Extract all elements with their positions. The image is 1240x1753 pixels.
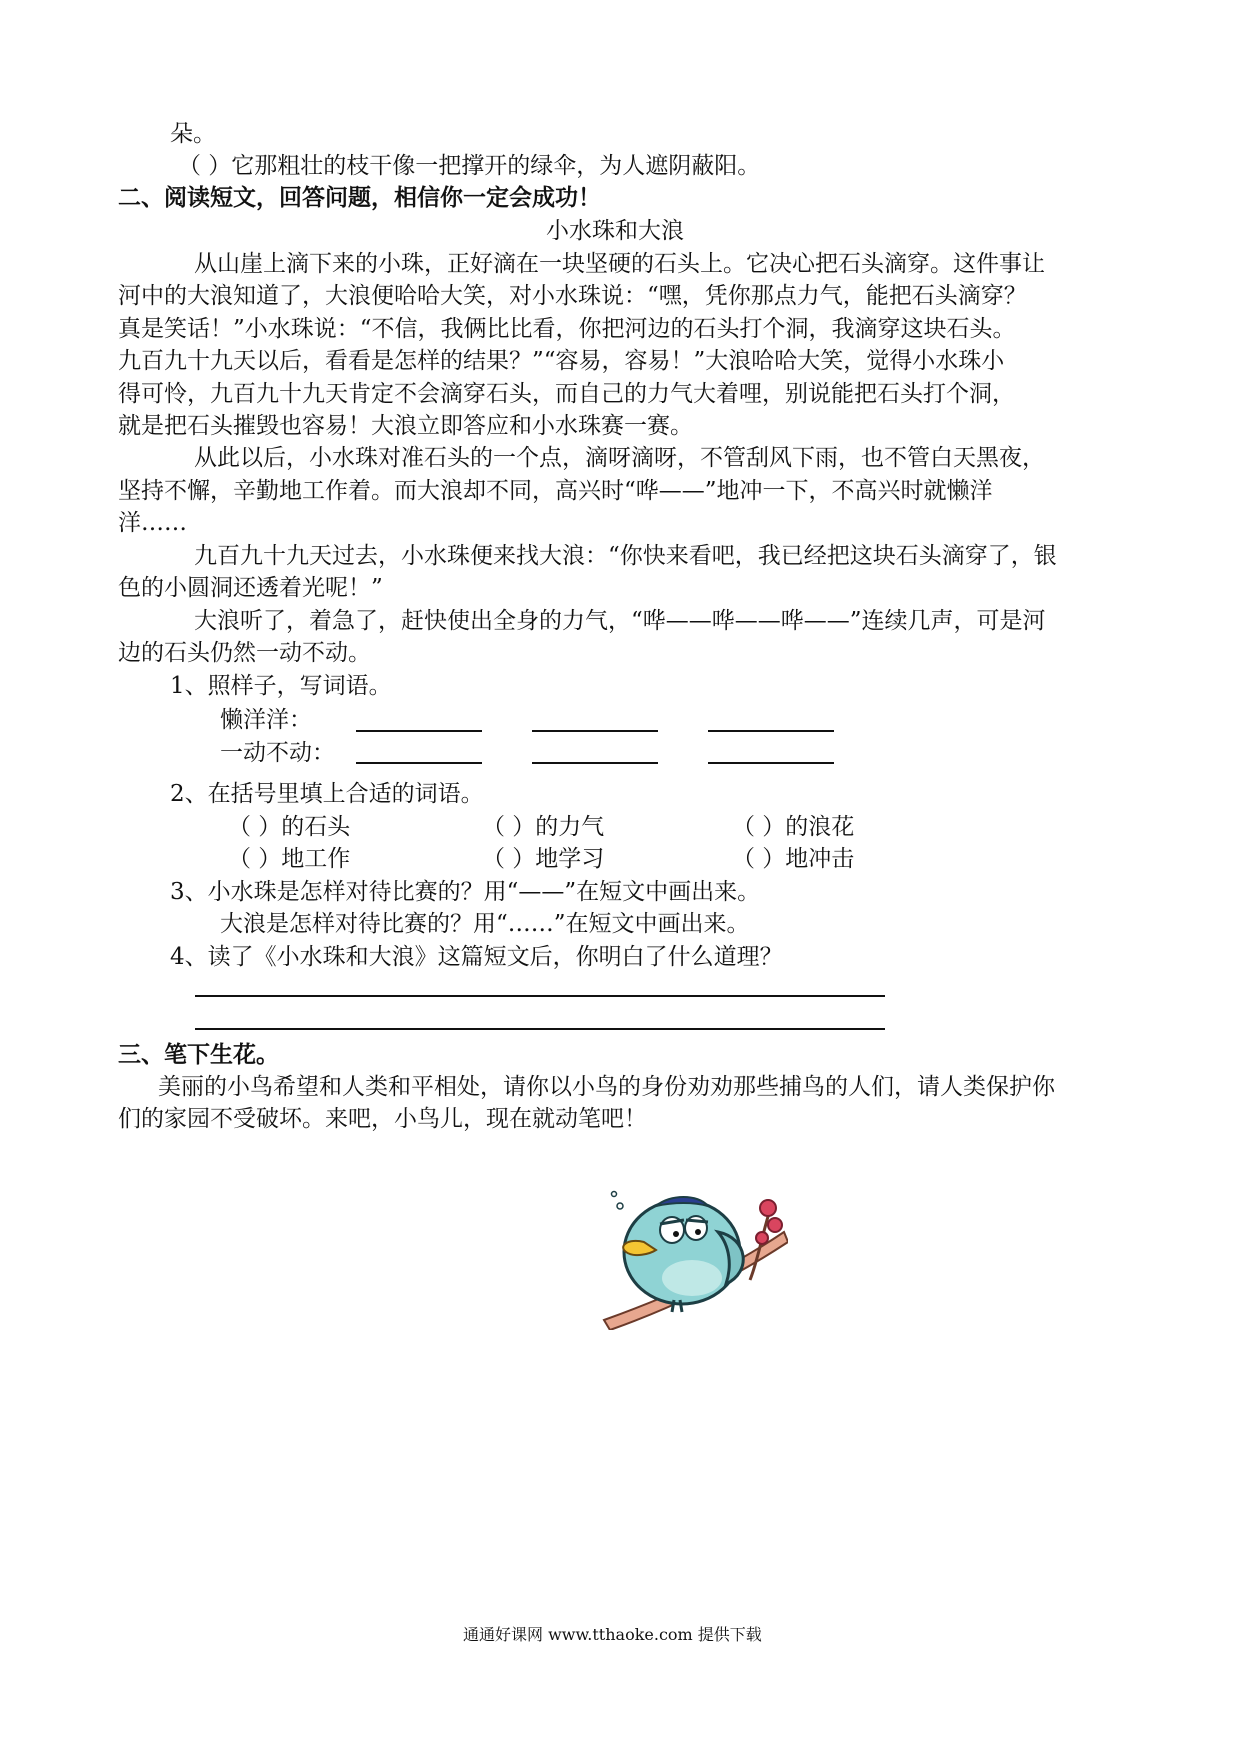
question-1-example-1: 懒洋洋： (220, 707, 312, 733)
paragraph-line: 河中的大浪知道了，大浪便哈哈大笑，对小水珠说：“嘿，凭你那点力气，能把石头滴穿？ (118, 283, 1027, 309)
answer-blank[interactable] (708, 762, 834, 764)
paragraph-line: 大浪听了，着急了，赶快使出全身的力气，“哗——哗——哗——”连续几声，可是河 (194, 608, 1046, 634)
fill-in-item[interactable]: （ ）地工作 (228, 846, 351, 872)
section3-line: 们的家园不受破坏。来吧，小鸟儿，现在就动笔吧！ (118, 1106, 647, 1132)
paragraph-line: 洋…… (118, 510, 187, 536)
story-title: 小水珠和大浪 (546, 218, 684, 244)
answer-line[interactable] (195, 995, 885, 997)
answer-blank[interactable] (356, 762, 482, 764)
fill-in-item[interactable]: （ ）的石头 (228, 814, 351, 840)
answer-blank[interactable] (708, 730, 834, 732)
bird-on-branch-icon (600, 1180, 788, 1330)
fill-in-item[interactable]: （ ）的浪花 (732, 814, 855, 840)
question-1-example-2: 一动不动： (220, 740, 335, 766)
answer-blank[interactable] (356, 730, 482, 732)
paragraph-line: 九百九十九天过去，小水珠便来找大浪：“你快来看吧，我已经把这块石头滴穿了，银 (194, 543, 1057, 569)
fill-in-item[interactable]: （ ）的力气 (482, 814, 605, 840)
question-1-label: 1、照样子，写词语。 (170, 673, 392, 699)
paragraph-line: 坚持不懈，辛勤地工作着。而大浪却不同，高兴时“哗——”地冲一下，不高兴时就懒洋 (118, 478, 993, 504)
fill-in-item[interactable]: （ ）地冲击 (732, 846, 855, 872)
question-3-line-2: 大浪是怎样对待比赛的？用“……”在短文中画出来。 (220, 911, 750, 937)
footer-text: 通通好课网 www.tthaoke.com 提供下载 (463, 1625, 762, 1644)
question-2-label: 2、在括号里填上合适的词语。 (170, 781, 484, 807)
answer-line[interactable] (195, 1028, 885, 1030)
answer-blank[interactable] (532, 730, 658, 732)
question-3-line-1: 3、小水珠是怎样对待比赛的？用“——”在短文中画出来。 (170, 879, 761, 905)
paragraph-line: 真是笑话！”小水珠说：“不信，我俩比比看，你把河边的石头打个洞，我滴穿这块石头。 (118, 316, 1016, 342)
answer-blank[interactable] (532, 762, 658, 764)
paragraph-line: 色的小圆洞还透着光呢！” (118, 575, 383, 601)
paragraph-line: 九百九十九天以后，看看是怎样的结果？”“容易，容易！”大浪哈哈大笑，觉得小水珠小 (118, 348, 1005, 374)
paragraph-line: 从此以后，小水珠对准石头的一个点，滴呀滴呀，不管刮风下雨，也不管白天黑夜， (194, 445, 1045, 471)
section1-continuation: 朵。 (170, 121, 216, 147)
section2-heading: 二、阅读短文，回答问题，相信你一定会成功！ (118, 184, 601, 211)
paragraph-line: 从山崖上滴下来的小珠，正好滴在一块坚硬的石头上。它决心把石头滴穿。这件事让 (194, 251, 1045, 277)
section1-question: （ ）它那粗壮的枝干像一把撑开的绿伞，为人遮阴蔽阳。 (178, 153, 761, 179)
section3-line: 美丽的小鸟希望和人类和平相处，请你以小鸟的身份劝劝那些捕鸟的人们，请人类保护你 (158, 1074, 1055, 1100)
paragraph-line: 得可怜，九百九十九天肯定不会滴穿石头，而自己的力气大着哩，别说能把石头打个洞， (118, 381, 1015, 407)
fill-in-item[interactable]: （ ）地学习 (482, 846, 605, 872)
question-4-label: 4、读了《小水珠和大浪》这篇短文后，你明白了什么道理？ (170, 944, 783, 970)
paragraph-line: 边的石头仍然一动不动。 (118, 640, 371, 666)
paragraph-line: 就是把石头摧毁也容易！大浪立即答应和小水珠赛一赛。 (118, 413, 693, 439)
section3-heading: 三、笔下生花。 (118, 1041, 279, 1068)
